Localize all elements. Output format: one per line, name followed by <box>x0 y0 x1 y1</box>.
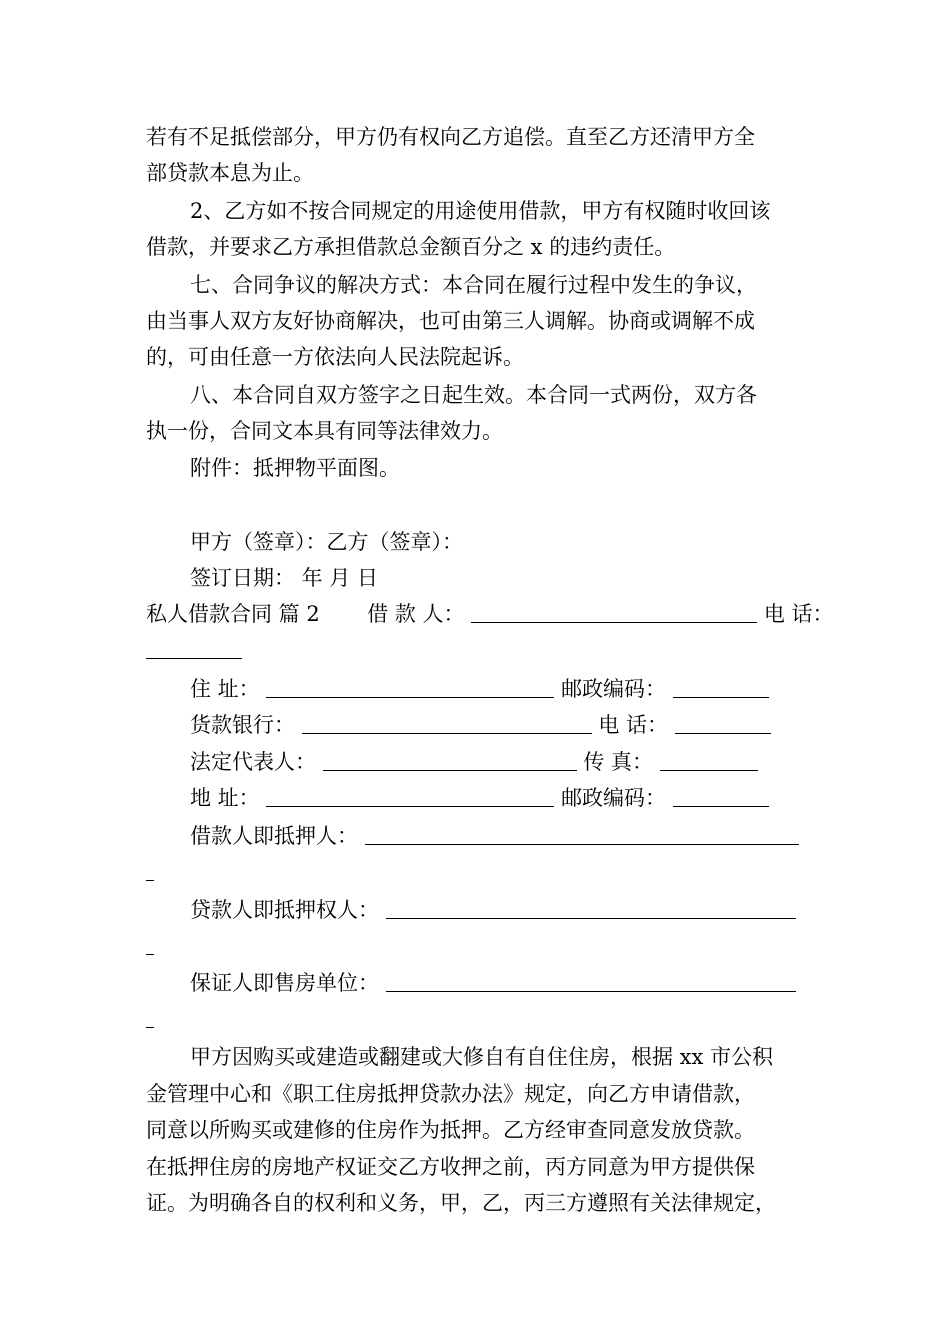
mortgagor-blank-tail <box>146 860 154 881</box>
clause-text: 八、本合同自双方签字之日起生效。本合同一式两份，双方各 <box>190 383 757 407</box>
clause-text: 由当事人双方友好协商解决，也可由第三人调解。协商或调解不成 <box>146 309 755 333</box>
preamble-text: 甲方因购买或建造或翻建或大修自有自住住房，根据 xx 市公积 <box>190 1045 774 1069</box>
clause-text: 的，可由任意一方依法向人民法院起诉。 <box>146 345 524 369</box>
clause-text: 2、乙方如不按合同规定的用途使用借款，甲方有权随时收回该 <box>190 199 771 223</box>
legal-rep-blank <box>323 750 577 771</box>
preamble-text: 在抵押住房的房地产权证交乙方收押之前，丙方同意为甲方提供保 <box>146 1155 755 1179</box>
mortgagor-label: 借款人即抵押人： <box>190 824 358 848</box>
guarantor-continuation <box>146 1007 826 1033</box>
address2-label: 地 址： <box>190 786 260 810</box>
mortgagee-row <box>190 898 870 922</box>
guarantor-blank <box>386 971 796 992</box>
bank-label: 货款银行： <box>190 713 295 737</box>
signature-parties: 甲方（签章）：乙方（签章）： <box>190 530 463 554</box>
address-row <box>190 677 870 701</box>
postcode-blank <box>673 677 769 698</box>
bank-row <box>190 713 870 737</box>
address-label: 住 址： <box>190 677 260 701</box>
bank-phone-label: 电 话： <box>598 713 669 737</box>
clause-text: 执一份，合同文本具有同等法律效力。 <box>146 419 503 443</box>
guarantor-blank-tail <box>146 1007 154 1028</box>
bank-blank <box>302 713 592 734</box>
legal-rep-row <box>190 750 870 774</box>
address-blank <box>266 677 554 698</box>
attachment-note: 附件：抵押物平面图。 <box>190 456 400 480</box>
mortgagor-blank <box>365 824 799 845</box>
legal-rep-label: 法定代表人： <box>190 750 316 774</box>
contract-heading: 私人借款合同 篇 2 <box>146 602 320 626</box>
mortgagee-continuation <box>146 934 826 960</box>
clause-text: 部贷款本息为止。 <box>146 161 314 185</box>
fax-label: 传 真： <box>583 750 654 774</box>
bank-phone-blank <box>675 713 771 734</box>
phone-blank <box>146 638 242 659</box>
postcode-label: 邮政编码： <box>561 677 667 701</box>
guarantor-row <box>190 971 870 995</box>
phone-continuation <box>146 638 826 662</box>
mortgagee-blank <box>386 898 796 919</box>
guarantor-label: 保证人即售房单位： <box>190 971 379 995</box>
phone-label: 电 话： <box>763 602 834 626</box>
mortgagor-continuation <box>146 860 826 886</box>
clause-text: 若有不足抵偿部分，甲方仍有权向乙方追偿。直至乙方还清甲方全 <box>146 125 755 149</box>
clause-text: 七、合同争议的解决方式：本合同在履行过程中发生的争议， <box>190 273 757 297</box>
preamble-text: 金管理中心和《职工住房抵押贷款办法》规定，向乙方申请借款， <box>146 1082 755 1106</box>
borrower-blank <box>471 602 757 623</box>
mortgagee-blank-tail <box>146 934 154 955</box>
contract-heading-row <box>146 602 834 626</box>
mortgagor-row <box>190 824 870 848</box>
preamble-text: 证。为明确各自的权利和义务，甲，乙，丙三方遵照有关法律规定， <box>146 1191 776 1215</box>
mortgagee-label: 贷款人即抵押权人： <box>190 898 379 922</box>
postcode2-label: 邮政编码： <box>561 786 667 810</box>
clause-text: 借款，并要求乙方承担借款总金额百分之 x 的违约责任。 <box>146 235 676 259</box>
preamble-text: 同意以所购买或建修的住房作为抵押。乙方经审查同意发放贷款。 <box>146 1118 755 1142</box>
address2-row <box>190 786 870 810</box>
fax-blank <box>660 750 758 771</box>
postcode2-blank <box>673 786 769 807</box>
address2-blank <box>266 786 554 807</box>
borrower-label: 借 款 人： <box>367 602 465 626</box>
signature-date: 签订日期： 年 月 日 <box>190 566 379 590</box>
